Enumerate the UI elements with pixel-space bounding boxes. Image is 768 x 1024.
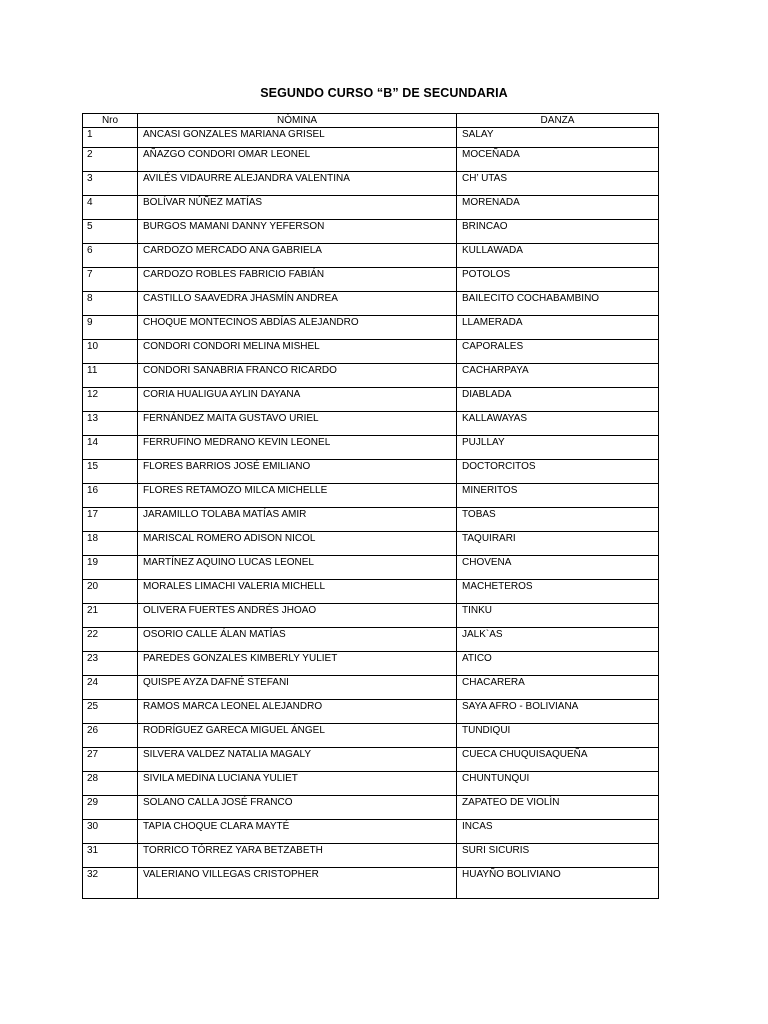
cell-nomina: QUISPE AYZA DAFNÉ STEFANI bbox=[138, 676, 457, 700]
cell-danza: INCAS bbox=[457, 820, 659, 844]
cell-danza: SAYA AFRO - BOLIVIANA bbox=[457, 700, 659, 724]
cell-danza: MORENADA bbox=[457, 196, 659, 220]
cell-nro: 31 bbox=[83, 844, 138, 868]
cell-nro: 6 bbox=[83, 244, 138, 268]
cell-danza: MINERITOS bbox=[457, 484, 659, 508]
cell-nomina: SIVILA MEDINA LUCIANA YULIET bbox=[138, 772, 457, 796]
cell-nomina: MORALES LIMACHI VALERIA MICHELL bbox=[138, 580, 457, 604]
cell-nomina: CONDORI CONDORI MELINA MISHEL bbox=[138, 340, 457, 364]
cell-nro: 20 bbox=[83, 580, 138, 604]
table-row bbox=[83, 148, 659, 172]
cell-danza: CUECA CHUQUISAQUEÑA bbox=[457, 748, 659, 772]
table-row bbox=[83, 724, 659, 748]
cell-danza: TUNDIQUI bbox=[457, 724, 659, 748]
cell-danza: TAQUIRARI bbox=[457, 532, 659, 556]
cell-nro: 15 bbox=[83, 460, 138, 484]
table-row bbox=[83, 652, 659, 676]
cell-danza: CH’ UTAS bbox=[457, 172, 659, 196]
cell-nro: 5 bbox=[83, 220, 138, 244]
cell-danza: CHOVENA bbox=[457, 556, 659, 580]
cell-danza: ATICO bbox=[457, 652, 659, 676]
cell-danza: PUJLLAY bbox=[457, 436, 659, 460]
table-row bbox=[83, 580, 659, 604]
cell-nro: 8 bbox=[83, 292, 138, 316]
cell-nro: 11 bbox=[83, 364, 138, 388]
table-row bbox=[83, 460, 659, 484]
cell-danza: TINKU bbox=[457, 604, 659, 628]
table-row bbox=[83, 820, 659, 844]
header-nomina: NÒMINA bbox=[138, 114, 457, 128]
cell-nro: 32 bbox=[83, 868, 138, 899]
cell-nomina: SILVERA VALDEZ NATALIA MAGALY bbox=[138, 748, 457, 772]
cell-nro: 21 bbox=[83, 604, 138, 628]
cell-nomina: TORRICO TÓRREZ YARA BETZABETH bbox=[138, 844, 457, 868]
header-danza: DANZA bbox=[457, 114, 659, 128]
cell-nro: 16 bbox=[83, 484, 138, 508]
cell-nomina: PAREDES GONZALES KIMBERLY YULIET bbox=[138, 652, 457, 676]
cell-danza: CAPORALES bbox=[457, 340, 659, 364]
cell-nomina: BURGOS MAMANI DANNY YEFERSON bbox=[138, 220, 457, 244]
table-row bbox=[83, 196, 659, 220]
cell-danza: DIABLADA bbox=[457, 388, 659, 412]
cell-danza: HUAYÑO BOLIVIANO bbox=[457, 868, 659, 899]
table-row bbox=[83, 364, 659, 388]
cell-nomina: FLORES BARRIOS JOSÉ EMILIANO bbox=[138, 460, 457, 484]
cell-nro: 22 bbox=[83, 628, 138, 652]
table-row bbox=[83, 484, 659, 508]
table-body bbox=[83, 128, 659, 899]
cell-nomina: RODRÍGUEZ GARECA MIGUEL ÁNGEL bbox=[138, 724, 457, 748]
cell-nomina: CHOQUE MONTECINOS ABDÍAS ALEJANDRO bbox=[138, 316, 457, 340]
cell-danza: MACHETEROS bbox=[457, 580, 659, 604]
table-row bbox=[83, 128, 659, 148]
cell-nro: 13 bbox=[83, 412, 138, 436]
cell-danza: DOCTORCITOS bbox=[457, 460, 659, 484]
cell-danza: BAILECITO COCHABAMBINO bbox=[457, 292, 659, 316]
cell-nro: 19 bbox=[83, 556, 138, 580]
cell-nro: 25 bbox=[83, 700, 138, 724]
table-header bbox=[83, 114, 659, 128]
cell-nro: 7 bbox=[83, 268, 138, 292]
cell-nro: 29 bbox=[83, 796, 138, 820]
cell-danza: MOCEÑADA bbox=[457, 148, 659, 172]
cell-danza: SALAY bbox=[457, 128, 659, 148]
cell-nro: 2 bbox=[83, 148, 138, 172]
cell-nro: 1 bbox=[83, 128, 138, 148]
table-row bbox=[83, 292, 659, 316]
table-row bbox=[83, 844, 659, 868]
cell-nro: 28 bbox=[83, 772, 138, 796]
table-row bbox=[83, 244, 659, 268]
table-row bbox=[83, 604, 659, 628]
cell-nomina: OLIVERA FUERTES ANDRÉS JHOAO bbox=[138, 604, 457, 628]
cell-danza: CHACARERA bbox=[457, 676, 659, 700]
table-row bbox=[83, 700, 659, 724]
table-row bbox=[83, 796, 659, 820]
cell-danza: ZAPATEO DE VIOLÌN bbox=[457, 796, 659, 820]
cell-nomina: JARAMILLO TOLABA MATÍAS AMIR bbox=[138, 508, 457, 532]
cell-danza: CHUNTUNQUI bbox=[457, 772, 659, 796]
cell-nro: 30 bbox=[83, 820, 138, 844]
cell-nro: 18 bbox=[83, 532, 138, 556]
cell-nomina: ANCASI GONZALES MARIANA GRISEL bbox=[138, 128, 457, 148]
cell-nomina: CARDOZO MERCADO ANA GABRIELA bbox=[138, 244, 457, 268]
table-row bbox=[83, 268, 659, 292]
cell-nro: 4 bbox=[83, 196, 138, 220]
table-row bbox=[83, 388, 659, 412]
table-row bbox=[83, 628, 659, 652]
table-row bbox=[83, 556, 659, 580]
cell-danza: CACHARPAYA bbox=[457, 364, 659, 388]
cell-danza: SURI SICURIS bbox=[457, 844, 659, 868]
cell-danza: TOBAS bbox=[457, 508, 659, 532]
table-row bbox=[83, 772, 659, 796]
cell-nro: 12 bbox=[83, 388, 138, 412]
cell-nro: 9 bbox=[83, 316, 138, 340]
table-row bbox=[83, 748, 659, 772]
cell-nro: 24 bbox=[83, 676, 138, 700]
cell-nro: 27 bbox=[83, 748, 138, 772]
table-row bbox=[83, 436, 659, 460]
cell-nro: 10 bbox=[83, 340, 138, 364]
cell-nro: 23 bbox=[83, 652, 138, 676]
table-row bbox=[83, 676, 659, 700]
cell-nomina: CORIA HUALIGUA AYLIN DAYANA bbox=[138, 388, 457, 412]
header-nro: Nro bbox=[83, 114, 138, 128]
cell-nomina: OSORIO CALLE ÁLAN MATÍAS bbox=[138, 628, 457, 652]
page-title: SEGUNDO CURSO “B” DE SECUNDARIA bbox=[260, 86, 508, 100]
cell-nro: 17 bbox=[83, 508, 138, 532]
cell-danza: LLAMERADA bbox=[457, 316, 659, 340]
cell-danza: JALK`AS bbox=[457, 628, 659, 652]
cell-nomina: TAPIA CHOQUE CLARA MAYTÉ bbox=[138, 820, 457, 844]
table-row bbox=[83, 508, 659, 532]
cell-danza: POTOLOS bbox=[457, 268, 659, 292]
table-row bbox=[83, 412, 659, 436]
cell-nomina: CONDORI SANABRIA FRANCO RICARDO bbox=[138, 364, 457, 388]
table-row bbox=[83, 172, 659, 196]
cell-nomina: AVILÉS VIDAURRE ALEJANDRA VALENTINA bbox=[138, 172, 457, 196]
table-row bbox=[83, 868, 659, 899]
cell-nomina: CARDOZO ROBLES FABRICIO FABIÁN bbox=[138, 268, 457, 292]
cell-nomina: BOLÍVAR NÚÑEZ MATÍAS bbox=[138, 196, 457, 220]
cell-nomina: CASTILLO SAAVEDRA JHASMÍN ANDREA bbox=[138, 292, 457, 316]
cell-nro: 26 bbox=[83, 724, 138, 748]
cell-nomina: SOLANO CALLA JOSÉ FRANCO bbox=[138, 796, 457, 820]
cell-nomina: MARTÍNEZ AQUINO LUCAS LEONEL bbox=[138, 556, 457, 580]
cell-nomina: FERRUFINO MEDRANO KEVIN LEONEL bbox=[138, 436, 457, 460]
cell-nro: 3 bbox=[83, 172, 138, 196]
cell-nomina: MARISCAL ROMERO ADISON NICOL bbox=[138, 532, 457, 556]
cell-nomina: VALERIANO VILLEGAS CRISTOPHER bbox=[138, 868, 457, 899]
table-row bbox=[83, 220, 659, 244]
table-row bbox=[83, 532, 659, 556]
cell-nro: 14 bbox=[83, 436, 138, 460]
table-row bbox=[83, 316, 659, 340]
cell-nomina: FERNÁNDEZ MAITA GUSTAVO URIEL bbox=[138, 412, 457, 436]
cell-nomina: RAMOS MARCA LEONEL ALEJANDRO bbox=[138, 700, 457, 724]
cell-nomina: AÑAZGO CONDORI OMAR LEONEL bbox=[138, 148, 457, 172]
cell-danza: KULLAWADA bbox=[457, 244, 659, 268]
student-dance-table bbox=[82, 113, 659, 899]
cell-nomina: FLORES RETAMOZO MILCA MICHELLE bbox=[138, 484, 457, 508]
header-row bbox=[83, 114, 659, 128]
table-row bbox=[83, 340, 659, 364]
cell-danza: KALLAWAYAS bbox=[457, 412, 659, 436]
cell-danza: BRINCAO bbox=[457, 220, 659, 244]
